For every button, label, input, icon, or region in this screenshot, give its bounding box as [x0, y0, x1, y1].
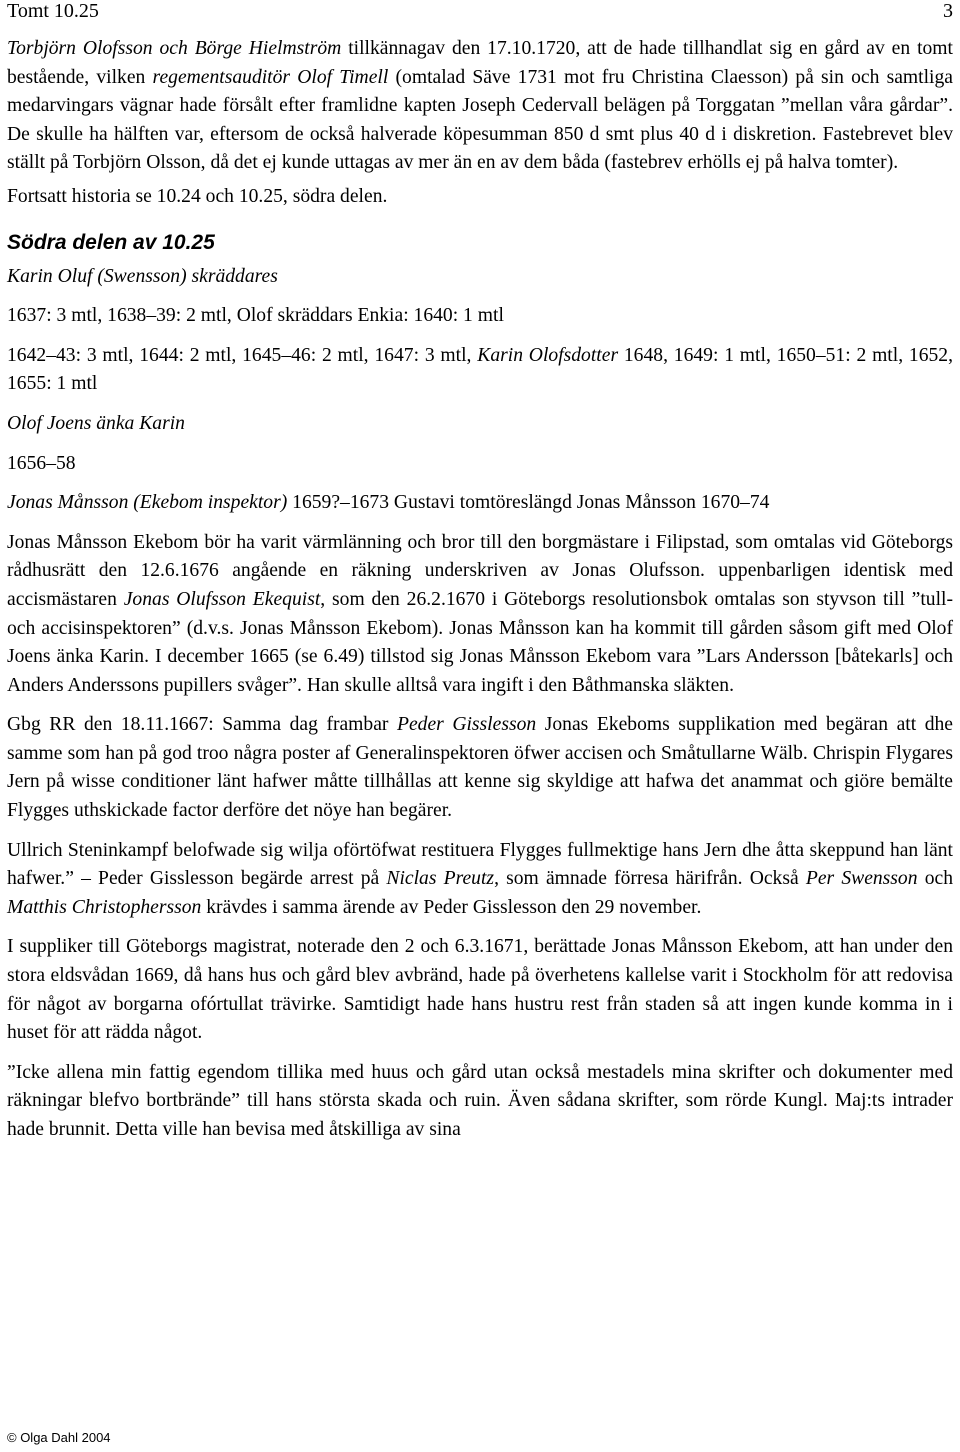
text: 1642–43: 3 mtl, 1644: 2 mtl, 1645–46: 2 mtl, 1647: 3 mtl, [7, 344, 478, 366]
paragraph-suppliker: I suppliker till Göteborgs magistrat, noterade den 2 och 6.3.1671, berättade Jonas Månsson Ekebom, att han under den stora eldsvådan 1669, då hans hus och gård blev avbränd, hade på överhetens kallelse varit i Stockholm för att redovisa för något av borgarna ofórtullat trävirke. Samtidigt hade hans hustru rest från staden så att ingen kunde komma in i huset för att rädda något. [7, 936, 953, 1044]
text: tillkännagav den 17.10.1720, att de hade tillhandlat sig en gård av en tomt bestående, vilken [7, 38, 953, 88]
name-karin-olofsdotter: Karin Olofsdotter [477, 344, 619, 366]
page-number: 3 [943, 0, 953, 22]
name-ekequist: Jonas Olufsson Ekequist [123, 588, 321, 610]
tax-years-3: 1656–58 [7, 452, 76, 474]
text: krävdes i samma ärende av Peder Gisslesson den 29 november. [201, 896, 702, 918]
text: , som den 26.2.1670 i Göteborgs resolutionsbok omtalas son styvson till ”tull- och accisinspektoren” (d.v.s. Jonas Månsson Ekebom). Jonas Månsson kan ha kommit till gården såsom gift med Olof Joens änka Karin. I december 1665 (se 6.49) tillstod sig Jonas Månsson Ekebom vara ”Lars Andersson [båtekarls] och Anders Anderssons pupillers svåger”. Han skulle alltså vara ingift i den Båthmanska släkten. [7, 588, 954, 696]
copyright-footer: © Olga Dahl 2004 [7, 1430, 111, 1445]
owner-name: Olof Joens änka Karin [7, 412, 185, 434]
owner-name: Jonas Månsson (Ekebom inspektor) [7, 492, 288, 514]
name-christophersson: Matthis Christophersson [7, 896, 202, 918]
text: Jonas Ekeboms supplikation med begäran att dhe samme som han på god troo några poster af Generalinspektoren öfwer accisen och Småtullarne Wälb. Chrispin Flygares Jern på wisse conditioner länt hafwer måtte tillhållas att kenne sig skyldige att hafwa det anammat och giöre bemälte Flygges uthskickade factor derföre det nöye han begärer. [7, 714, 953, 822]
name-gisslesson: Peder Gisslesson [397, 714, 537, 736]
text: 1648, 1649: 1 mtl, 1650–51: 2 mtl, 1652, 1655: 1 mtl [7, 344, 953, 395]
header-title: Tomt 10.25 [7, 0, 99, 22]
tax-years-1: 1637: 3 mtl, 1638–39: 2 mtl, Olof skräddars Enkia: 1640: 1 mtl [7, 305, 504, 327]
text: Ullrich Steninkampf belofwade sig wilja oförtöfwat restituera Flygges fullmektige hans Jern dhe åtta skeppund han länt hafwer.” – Peder Gisslesson begärde arrest på [7, 839, 953, 890]
document-page [7, 0, 953, 1145]
text: , som ämnade förresa härifrån. Också [494, 868, 806, 890]
paragraph-transfer [7, 35, 953, 178]
name-swensson: Per Swensson [805, 868, 918, 890]
tax-years-2 [7, 342, 953, 399]
paragraph-gbg-rr [7, 711, 953, 825]
names-torbjorn-borge: Torbjörn Olofsson och Börge Hielmström [7, 38, 342, 59]
name-timell: regementsauditör Olof Timell [152, 66, 389, 88]
owner-name: Karin Oluf (Swensson) skräddares [7, 265, 278, 287]
owner-jonas-mansson [7, 489, 953, 518]
name-preutz: Niclas Preutz [386, 868, 495, 890]
continued-reference: Fortsatt historia se 10.24 och 10.25, södra delen. [7, 185, 388, 207]
paragraph-quote: ”Icke allena min fattig egendom tillika med huus och gård utan också mestadels mina skrifter och dokumenter med räkningar blefvo bortbrände” till hans största skada och ruin. Även sådana skrifter, som rörde Kungl. Maj:ts intrader hade brunnit. Detta ville han bevisa med åtskilliga av sina [7, 1061, 953, 1140]
owner-olof-joens [7, 410, 953, 439]
paragraph-steninkampf [7, 837, 953, 923]
text: Gbg RR den 18.11.1667: Samma dag frambar [7, 714, 397, 736]
text: och [917, 868, 953, 890]
paragraph-ekebom [7, 529, 953, 701]
text: (omtalad Säve 1731 mot fru Christina Claesson) på sin och samtliga medarvingars vägnar hade försålt efter framlidne kapten Joseph Cedervall belägen på Torggatan ”mellan våra gårdar”. De skulle ha hälften var, eftersom de också halverade köpesumman 850 d smt plus 40 d i diskretion. Fastebrevet blev ställt på Torbjörn Olsson, då det ej kunde uttagas av mer än en av dem båda (fastebrev erhölls ej på halva tomter). [7, 66, 953, 174]
text: Jonas Månsson Ekebom bör ha varit värmlänning och bror till den borgmästare i Filipstad, som omtalas vid Göteborgs rådhusrätt den 12.6.1676 angående en räkning underskriven av Jonas Olufsson. uppenbarligen identisk med accismästaren [7, 531, 953, 610]
page-header [7, 0, 953, 30]
section-heading: Södra delen av 10.25 [7, 230, 215, 254]
text: 1659?–1673 Gustavi tomtöreslängd Jonas Månsson 1670–74 [287, 492, 770, 514]
owner-karin-oluf [7, 263, 953, 292]
